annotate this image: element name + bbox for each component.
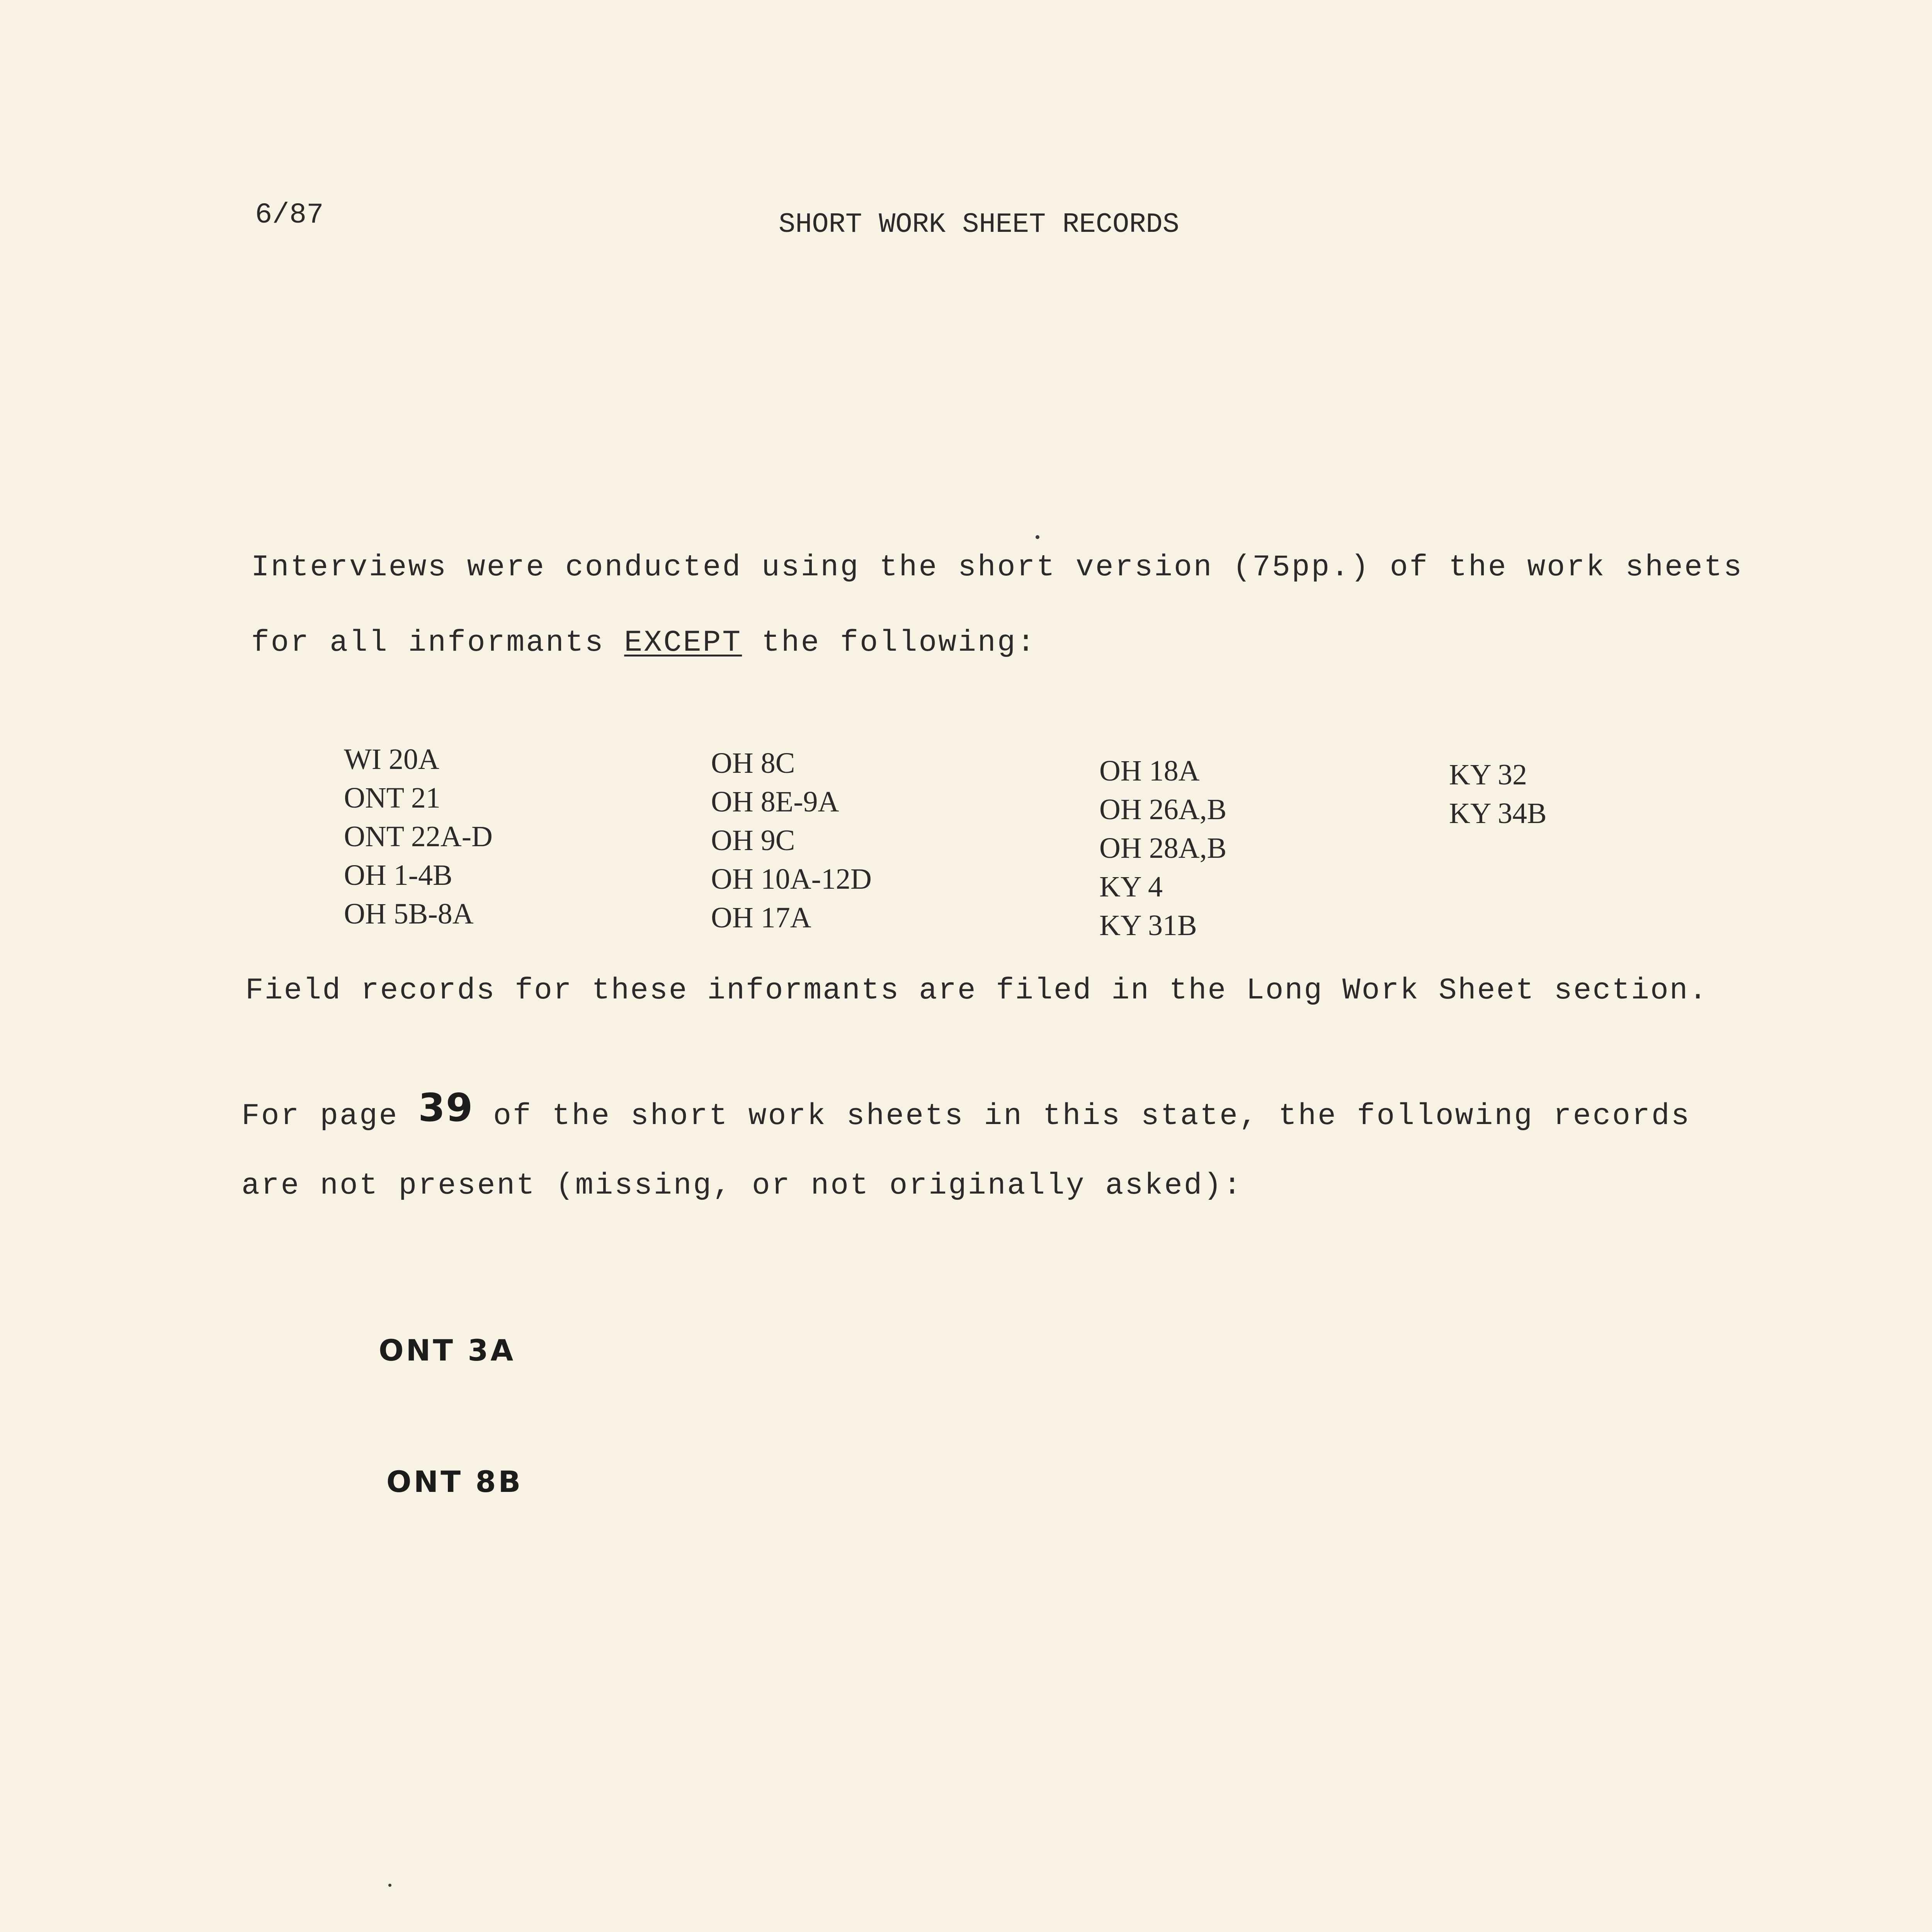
- page-title: SHORT WORK SHEET RECORDS: [779, 209, 1179, 240]
- page-note-post: of the short work sheets in this state, the following records: [473, 1099, 1691, 1133]
- informant-entry: KY 31B: [1099, 909, 1197, 942]
- informant-entry: OH 10A-12D: [711, 863, 872, 895]
- intro-text-post: the following:: [742, 626, 1037, 660]
- missing-record-2: ONT 8B: [386, 1464, 523, 1499]
- handwritten-page-number: 39: [418, 1085, 474, 1130]
- informant-entry: OH 1-4B: [344, 859, 452, 891]
- informant-entry: KY 32: [1449, 759, 1527, 791]
- ink-speck: [1036, 535, 1039, 539]
- informant-entry: OH 26A,B: [1099, 793, 1227, 826]
- informant-entry: WI 20A: [344, 743, 439, 776]
- intro-text-pre: for all informants: [251, 626, 624, 660]
- informant-entry: OH 28A,B: [1099, 832, 1227, 864]
- except-emphasis: EXCEPT: [624, 626, 742, 660]
- page-note-pre: For page: [242, 1099, 418, 1133]
- informant-entry: KY 4: [1099, 871, 1163, 903]
- field-records-note: Field records for these informants are filed in the Long Work Sheet section.: [245, 974, 1708, 1008]
- informant-entry: ONT 22A-D: [344, 820, 493, 853]
- informant-column-2: [711, 744, 872, 937]
- intro-line-2: [251, 628, 1036, 658]
- informant-column-4: [1449, 755, 1547, 833]
- page-note-line-1: [242, 1085, 1691, 1133]
- page-note-line-2: are not present (missing, or not originally asked):: [242, 1169, 1243, 1203]
- informant-entry: OH 8E-9A: [711, 786, 839, 818]
- ink-speck: [388, 1884, 391, 1887]
- informant-entry: OH 5B-8A: [344, 898, 474, 930]
- informant-entry: ONT 21: [344, 782, 440, 814]
- informant-entry: OH 18A: [1099, 755, 1200, 787]
- informant-entry: OH 9C: [711, 824, 795, 857]
- intro-line-1: Interviews were conducted using the short version (75pp.) of the work sheets: [251, 551, 1743, 585]
- informant-column-3: [1099, 752, 1226, 945]
- header-date: 6/87: [255, 199, 324, 231]
- informant-entry: OH 17A: [711, 901, 811, 934]
- missing-record-1: ONT 3A: [379, 1333, 516, 1367]
- informant-entry: KY 34B: [1449, 797, 1547, 830]
- informant-column-1: [344, 740, 493, 933]
- informant-entry: OH 8C: [711, 747, 795, 779]
